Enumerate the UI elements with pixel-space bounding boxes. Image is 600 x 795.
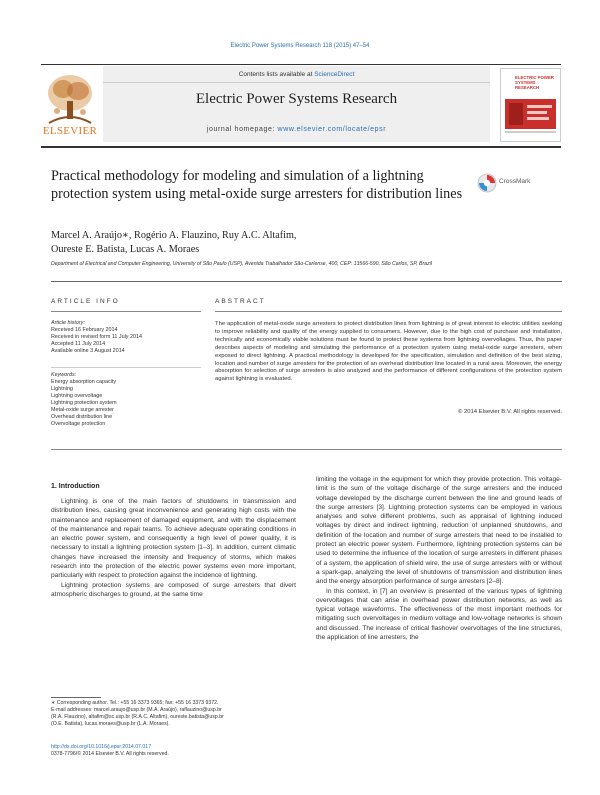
footnotes bbox=[51, 700, 301, 728]
keyword: Lightning overvoltage bbox=[51, 393, 103, 399]
keyword: Overvoltage protection bbox=[51, 421, 106, 427]
doi-link[interactable]: http://dx.doi.org/10.1016/j.epsr.2014.07.017 bbox=[51, 744, 152, 750]
journal-homepage-line bbox=[103, 126, 490, 133]
abstract-text: The application of metal-oxide surge arresters to protect distribution lines from lightning is of great interest to electric utilities seeking to improve reliability and quality of the energy supplied to consumers. However, due to the high cost of purchase and installation, technically and economically viable solutions must be found to protect these systems from lightning overvoltages. Thus, this paper describes aspects of modeling and simulating the performance of a protection system using metal-oxide surge arresters, when exposed to direct lightning. A practical methodology is developed for the specification, simulation and definition of the best sizing, location and number of surge arresters for the protection of an overhead distribution line located in a rural area. Moreover, the energy absorption for selection of surge arresters is also analyzed and the performance of different configurations of the protection system against lightning is evaluated. bbox=[215, 321, 562, 383]
abstract-heading: ABSTRACT bbox=[215, 298, 266, 305]
section-heading-introduction: 1. Introduction bbox=[51, 483, 100, 490]
paragraph: Lightning protection systems are composed of surge arresters that divert atmospheric discharges to ground, at the same time bbox=[51, 581, 296, 598]
email-line[interactable]: (O.E. Batista), lucas.moraes@usp.br (L.A. Moraes). bbox=[51, 721, 170, 727]
authors-line-2: Oureste E. Batista, Lucas A. Moraes bbox=[51, 243, 200, 255]
paragraph: limiting the voltage in the equipment for which they provide protection. This voltage-limit is the sum of the voltage discharge of the surge arresters and the induced voltage developed by the discharge current between the line and ground leads of the surge arresters [3]. Lightning protection systems can be employed in various analyses and solve different problems, such as appraisal of lightning induced voltages by direct and indirect lightning, reduction of unplanned shutdowns, and definition of the location and number of surge arresters that need to be installed to protect an electric power system. Furthermore, lightning protection systems can be used to determine the influence of the location of surge arresters in different phases of a system, the application of shield wire, the use of surge arresters with or without a spark-gap, analyzing the level of shutdowns of transmission and distribution lines and the energy absorption performance of surge arresters [2–8]. bbox=[316, 476, 562, 586]
paragraph: Lightning is one of the main factors of shutdowns in transmission and distribution lines, causing great inconvenience and generating high costs with the maintenance and replacement of damaged equipment, and with the displacement of the maintenance and repair teams. To achieve adequate operating conditions in an electric power system, and consequently a high level of power quality, it is necessary to install a lightning protection system [1–3]. In addition, current climatic changes have increased the intensity and frequency of storms, which makes research into the protection of the electric power systems even more important, particularly with respect to protection against the incidence of lightning. bbox=[51, 498, 296, 580]
footnote-rule bbox=[51, 697, 101, 698]
crossmark-label: CrossMark bbox=[499, 178, 531, 185]
email-line[interactable]: (R.A. Flauzino), altafim@sc.usp.br (R.A.C. Altafim), oureste.batista@usp.br bbox=[51, 714, 224, 720]
crossmark-icon bbox=[477, 173, 497, 193]
article-history bbox=[51, 320, 201, 355]
authors-line-1: Marcel A. Araújo∗, Rogério A. Flauzino, Ruy A.C. Altafim, bbox=[51, 230, 297, 241]
homepage-label: journal homepage: bbox=[206, 126, 278, 133]
keywords-label: Keywords: bbox=[51, 372, 77, 378]
article-title: Practical methodology for modeling and simulation of a lightning protection system using metal-oxide surge arresters for distribution lines bbox=[51, 168, 463, 202]
header-bottom-rule bbox=[41, 146, 561, 148]
keyword: Energy absorption capacity bbox=[51, 379, 117, 385]
journal-name: Electric Power Systems Research bbox=[195, 91, 398, 107]
elsevier-tree-logo bbox=[41, 68, 99, 132]
affiliation-rule bbox=[51, 281, 562, 282]
keyword: Lightning bbox=[51, 386, 73, 392]
history-item: Received 16 February 2014 bbox=[51, 327, 118, 333]
email-line[interactable]: E-mail addresses: marcel.araujo@usp.br (M.A. Araújo), raflauzino@usp.br bbox=[51, 707, 222, 713]
contents-available-line bbox=[103, 71, 490, 78]
crossmark-badge[interactable] bbox=[477, 173, 542, 193]
abstract-rule bbox=[215, 311, 562, 312]
abstract-bottom-rule bbox=[51, 449, 562, 450]
elsevier-wordmark: ELSEVIER bbox=[42, 125, 98, 137]
contents-prefix: Contents lists available at bbox=[238, 71, 315, 78]
abstract-copyright: © 2014 Elsevier B.V. All rights reserved. bbox=[458, 409, 562, 415]
journal-citation-line[interactable]: Electric Power Systems Research 118 (2015) 47–54 bbox=[230, 43, 370, 49]
doi-block bbox=[51, 744, 301, 758]
history-item: Available online 3 August 2014 bbox=[51, 348, 125, 354]
column-right-text bbox=[316, 475, 562, 642]
keyword: Metal-oxide surge arrester bbox=[51, 407, 114, 413]
history-label: Article history: bbox=[51, 320, 85, 326]
sciencedirect-link[interactable]: ScienceDirect bbox=[314, 71, 355, 78]
authors-block bbox=[51, 229, 451, 256]
journal-cover-thumbnail bbox=[500, 68, 561, 142]
keywords-rule bbox=[51, 367, 201, 368]
column-left-text bbox=[51, 497, 296, 599]
paragraph: In this context, in [7] an overview is presented of the various types of lightning overvoltages that can arise in overhead power distribution networks, as well as typical voltage waveforms. The effectiveness of the most important methods for mitigating such overvoltages in medium voltage and low-voltage networks is shown and discussed. The increase of critical flashover overvoltages of the line structures, the application of line arresters, the bbox=[316, 587, 562, 642]
homepage-link[interactable]: www.elsevier.com/locate/epsr bbox=[277, 126, 387, 133]
keyword: Overhead distribution line bbox=[51, 414, 113, 420]
affiliation: Department of Electrical and Computer Engineering, University of São Paulo (USP), Avenida Trabalhador São-Carlense, 400, CEP: 13566-590, São Carlos, SP, Brazil bbox=[51, 261, 432, 267]
article-info-rule bbox=[51, 311, 201, 312]
band-divider bbox=[103, 82, 490, 83]
history-item: Received in revised form 11 July 2014 bbox=[51, 334, 142, 340]
keyword: Lightning protection system bbox=[51, 400, 117, 406]
article-info-heading: ARTICLE INFO bbox=[51, 298, 120, 305]
keywords-block bbox=[51, 372, 201, 428]
header-top-rule bbox=[41, 64, 561, 65]
corresponding-author-note: ∗ Corresponding author. Tel.: +55 16 3373 9365; fax: +55 16 3373 9372. bbox=[51, 700, 219, 706]
history-item: Accepted 11 July 2014 bbox=[51, 341, 106, 347]
issn-line: 0378-7796/© 2014 Elsevier B.V. All rights reserved. bbox=[51, 751, 169, 757]
cover-title: ELECTRIC POWER SYSTEMS RESEARCH bbox=[515, 75, 554, 91]
